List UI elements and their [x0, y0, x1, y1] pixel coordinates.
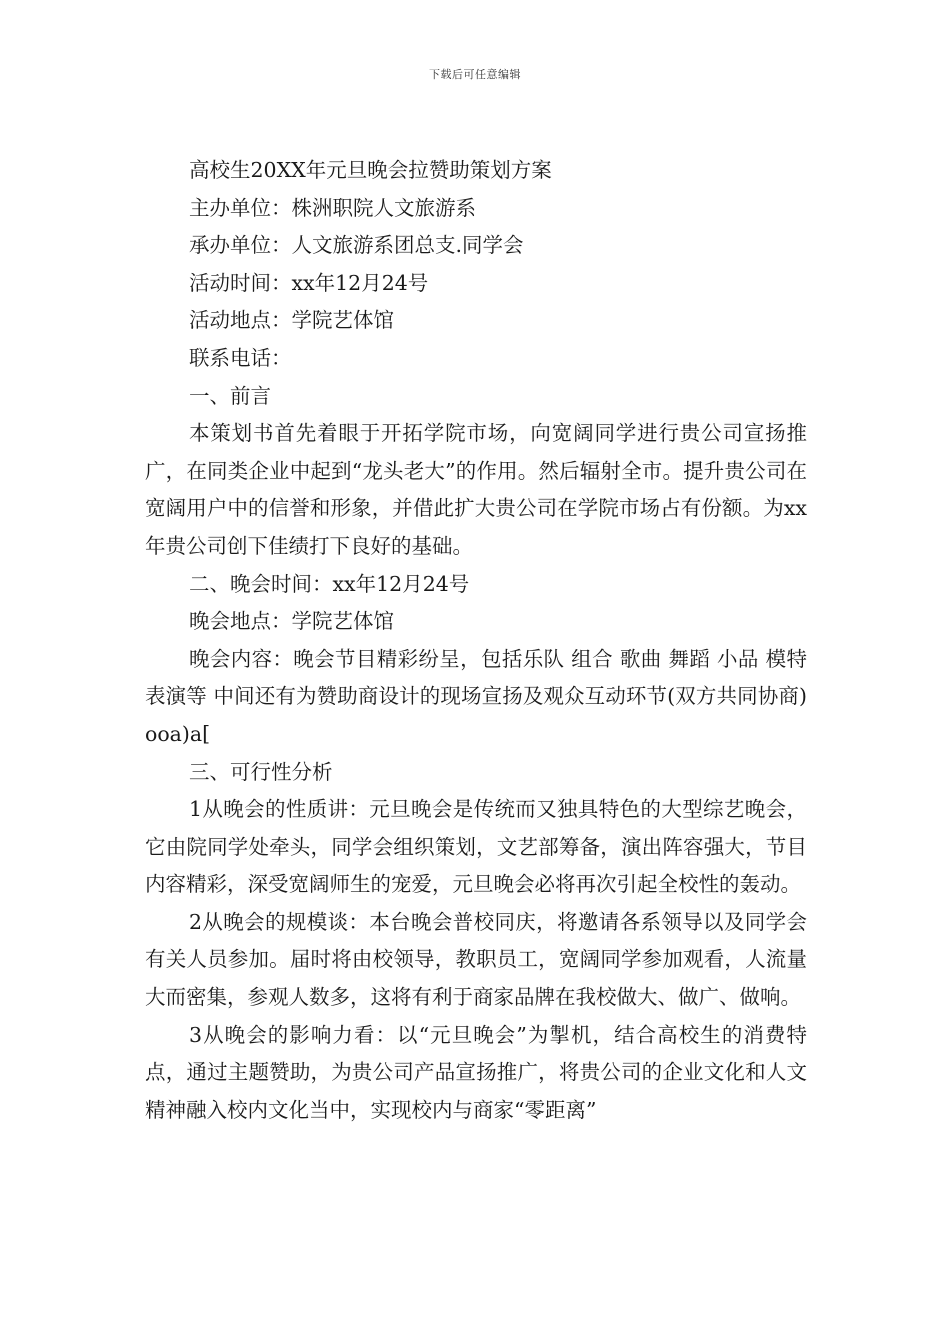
page-header-note: 下载后可任意编辑 — [429, 68, 521, 81]
document-body — [145, 152, 807, 1129]
party-content-paragraph: 晚会内容：晚会节目精彩纷呈，包括乐队 组合 歌曲 舞蹈 小品 模特表演等 中间还有为赞助商设计的现场宣扬及观众互动环节(双方共同协商)ooa)a[ — [145, 646, 807, 746]
organizer-line: 主办单位：株洲职院人文旅游系 — [189, 195, 476, 220]
event-place-line: 活动地点：学院艺体馆 — [189, 308, 394, 333]
party-place-line: 晚会地点：学院艺体馆 — [189, 609, 394, 634]
event-time-line: 活动时间：xx年12月24号 — [189, 270, 429, 295]
contact-phone-line: 联系电话： — [189, 345, 292, 370]
preface-paragraph: 本策划书首先着眼于开拓学院市场，向宽阔同学进行贵公司宣扬推广，在同类企业中起到“龙头老大”的作用。然后辐射全市。提升贵公司在宽阔用户中的信誉和形象，并借此扩大贵公司在学院市场占有份额。为xx年贵公司创下佳绩打下良好的基础。 — [145, 421, 807, 558]
feasibility-point-3: 3从晚会的影响力看：以“元旦晚会”为掣机，结合高校生的消费特点，通过主题赞助，为贵公司产品宣扬推广，将贵公司的企业文化和人文精神融入校内文化当中，实现校内与商家“零距离” — [145, 1022, 807, 1122]
party-time-line: 二、晚会时间：xx年12月24号 — [189, 571, 470, 596]
feasibility-point-1: 1从晚会的性质讲：元旦晚会是传统而又独具特色的大型综艺晚会，它由院同学处牵头，同学会组织策划，文艺部筹备，演出阵容强大，节目内容精彩，深受宽阔师生的宠爱，元旦晚会必将再次引起全校性的轰动。 — [145, 797, 807, 897]
feasibility-heading: 三、可行性分析 — [189, 759, 333, 784]
co-organizer-line: 承办单位：人文旅游系团总支.同学会 — [189, 233, 524, 258]
preface-heading: 一、前言 — [189, 383, 271, 408]
feasibility-point-2: 2从晚会的规模谈：本台晚会普校同庆，将邀请各系领导以及同学会有关人员参加。届时将由校领导，教职员工，宽阔同学参加观看，人流量大而密集，参观人数多，这将有利于商家品牌在我校做大、做广、做响。 — [145, 909, 807, 1010]
document-title: 高校生20XX年元旦晚会拉赞助策划方案 — [189, 158, 552, 182]
